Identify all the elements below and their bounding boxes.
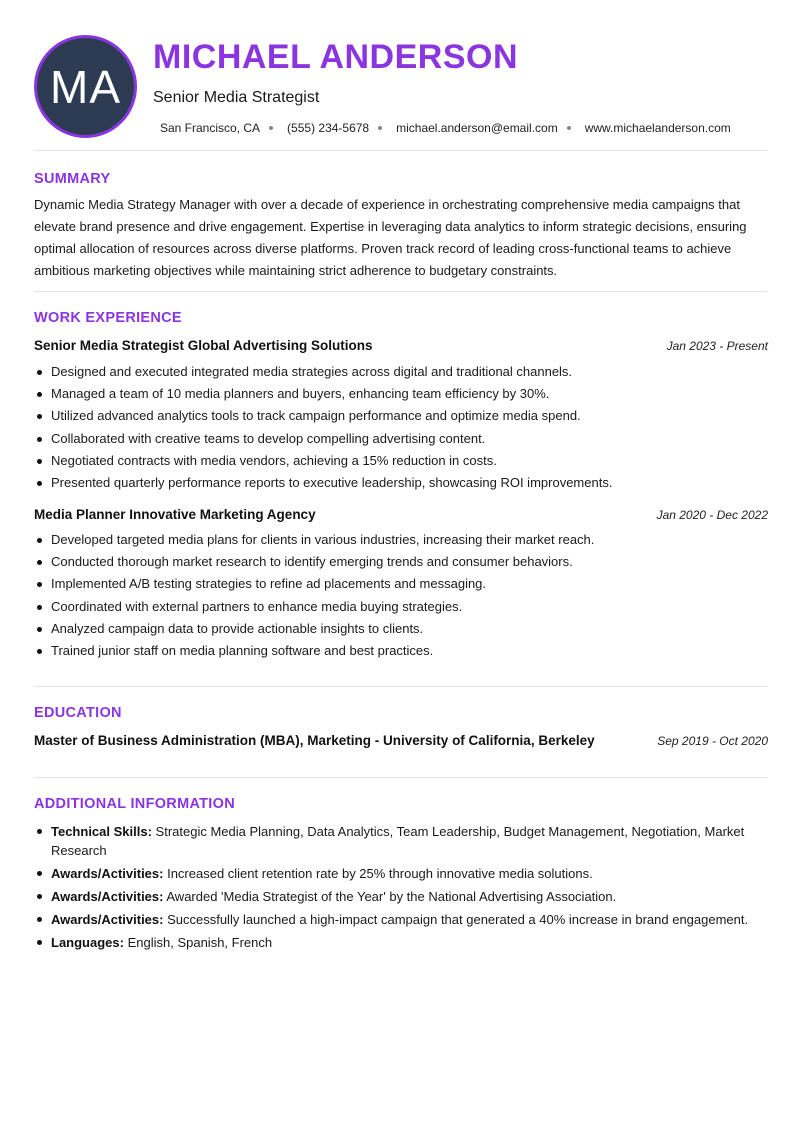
list-item: Conducted thorough market research to identify emerging trends and consumer behaviors. [51,551,771,573]
item-text: English, Spanish, French [123,935,273,950]
contact-row [160,121,731,135]
separator-dot [269,126,273,130]
education-entry [34,733,768,748]
list-item: Analyzed campaign data to provide actionable insights to clients. [51,618,771,640]
list-item: Utilized advanced analytics tools to track campaign performance and optimize media spend. [51,405,771,427]
item-label: Awards/Activities: [51,866,164,881]
job-title: Senior Media Strategist Global Advertising Solutions [34,338,373,353]
list-item: Collaborated with creative teams to develop compelling advertising content. [51,428,771,450]
job-date: Jan 2020 - Dec 2022 [656,508,768,522]
item-label: Awards/Activities: [51,912,164,927]
divider [34,291,767,292]
item-text: Increased client retention rate by 25% through innovative media solutions. [163,866,593,881]
candidate-name: MICHAEL ANDERSON [153,38,519,76]
list-item: Trained junior staff on media planning software and best practices. [51,640,771,662]
list-item: Developed targeted media plans for clients in various industries, increasing their market reach. [51,529,771,551]
list-item [51,887,771,906]
job-bullets [51,529,771,662]
divider [34,686,767,687]
item-text: Successfully launched a high-impact campaign that generated a 40% increase in brand engagement. [163,912,749,927]
contact-website[interactable]: www.michaelanderson.com [584,121,731,135]
list-item: Presented quarterly performance reports to executive leadership, showcasing ROI improvements. [51,472,771,494]
summary-text: Dynamic Media Strategy Manager with over a decade of experience in orchestrating comprehensive media campaigns that elevate brand presence and drive engagement. Expertise in leveraging data analytics to inform strategic decisions, ensuring optimal allocation of resources across diverse platforms. Proven track record of leading cross-functional teams to achieve ambitious marketing objectives while maintaining strict adherence to budgetary constraints. [34,197,747,278]
additional-heading: ADDITIONAL INFORMATION [34,796,235,812]
degree-title: Master of Business Administration (MBA), Marketing - University of California, Berkeley [34,733,595,748]
contact-phone: (555) 234-5678 [287,121,370,135]
item-label: Technical Skills: [51,824,152,839]
list-item [51,864,771,883]
list-item [51,822,771,860]
avatar-initials: MA [50,60,121,113]
education-heading: EDUCATION [34,705,122,721]
item-text: Strategic Media Planning, Data Analytics, Team Leadership, Budget Management, Negotiation, Market Research [51,824,745,858]
job-bullets [51,361,771,494]
list-item: Implemented A/B testing strategies to refine ad placements and messaging. [51,573,771,595]
separator-dot [378,126,382,130]
divider [34,150,767,151]
contact-location: San Francisco, CA [160,121,261,135]
summary-heading: SUMMARY [34,171,111,187]
separator-dot [567,126,571,130]
item-label: Languages: [51,935,124,950]
list-item: Designed and executed integrated media strategies across digital and traditional channels. [51,361,771,383]
divider [34,777,767,778]
list-item [51,933,771,952]
job-header [34,507,768,522]
contact-email[interactable]: michael.anderson@email.com [396,121,558,135]
job-date: Jan 2023 - Present [666,339,768,353]
job-title: Media Planner Innovative Marketing Agency [34,507,316,522]
additional-list [51,822,771,956]
list-item [51,910,771,929]
resume-header [0,0,800,150]
list-item: Coordinated with external partners to enhance media buying strategies. [51,596,771,618]
education-date: Sep 2019 - Oct 2020 [657,734,768,748]
job-header [34,338,768,353]
item-label: Awards/Activities: [51,889,164,904]
candidate-role: Senior Media Strategist [153,89,320,106]
list-item: Negotiated contracts with media vendors, achieving a 15% reduction in costs. [51,450,771,472]
experience-heading: WORK EXPERIENCE [34,310,182,326]
avatar [34,35,137,138]
list-item: Managed a team of 10 media planners and buyers, enhancing team efficiency by 30%. [51,383,771,405]
item-text: Awarded 'Media Strategist of the Year' by the National Advertising Association. [163,889,617,904]
